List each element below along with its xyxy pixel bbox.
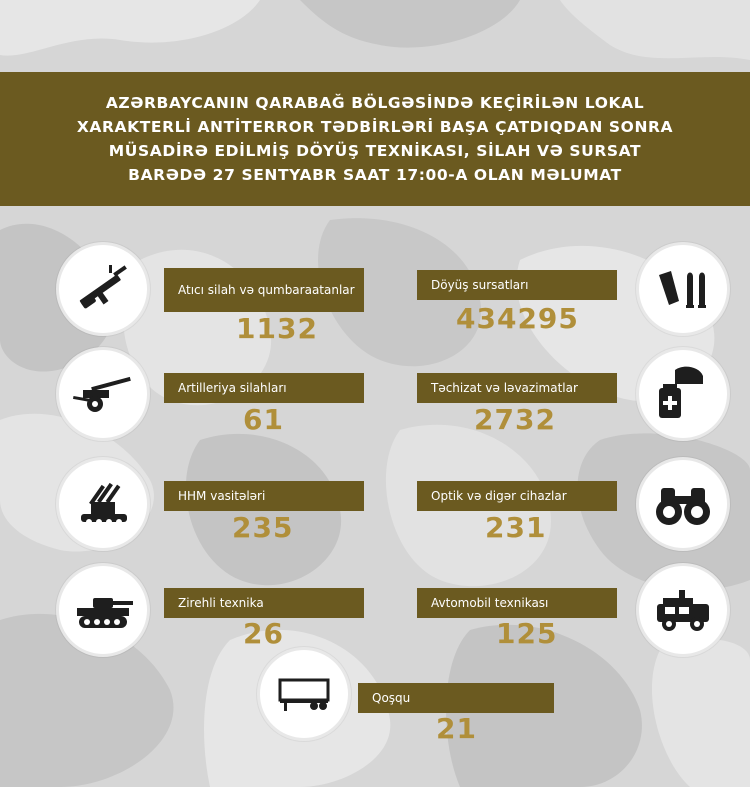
military-vehicle-icon [649, 576, 717, 644]
header-line-1: AZƏRBAYCANIN QARABAĞ BÖLGƏSİNDƏ KEÇİRİLƏN LOKAL [105, 94, 645, 112]
item-label-small-arms: Atıcı silah və qumbaraatanlar [164, 268, 364, 312]
trailer-icon-circle [257, 647, 351, 741]
ammunition-icon [649, 255, 717, 323]
header-banner [0, 72, 750, 206]
header-line-4: BARƏDƏ 27 SENTYABR SAAT 17:00-A OLAN MƏLUMAT [128, 166, 622, 184]
item-label-equipment: Təchizat və ləvazimatlar [417, 373, 617, 403]
item-value-optics: 231 [485, 511, 547, 544]
item-label-air-defense: HHM vasitələri [164, 481, 364, 511]
item-label-artillery: Artilleriya silahları [164, 373, 364, 403]
artillery-icon-circle [56, 347, 150, 441]
item-value-small-arms: 1132 [236, 312, 318, 345]
item-value-air-defense: 235 [232, 511, 294, 544]
trailer-icon [270, 660, 338, 728]
item-label-armored: Zirehli texnika [164, 588, 364, 618]
rifle-icon [69, 255, 137, 323]
item-value-armored: 26 [243, 617, 284, 650]
anti-aircraft-icon-circle [56, 457, 150, 551]
item-value-trailer: 21 [436, 712, 477, 745]
equipment-icon [649, 360, 717, 428]
item-value-artillery: 61 [243, 403, 284, 436]
tank-icon [69, 576, 137, 644]
item-label-ammunition: Döyüş sursatları [417, 270, 617, 300]
item-value-equipment: 2732 [474, 403, 556, 436]
item-label-trailer: Qoşqu [358, 683, 554, 713]
binoculars-icon-circle [636, 457, 730, 551]
anti-aircraft-icon [69, 470, 137, 538]
vehicle-icon-circle [636, 563, 730, 657]
item-value-ammunition: 434295 [456, 302, 579, 335]
artillery-icon [69, 360, 137, 428]
header-line-3: MÜSADİRƏ EDİLMİŞ DÖYÜŞ TEXNİKASI, SİLAH VƏ SURSAT [108, 142, 642, 160]
equipment-icon-circle [636, 347, 730, 441]
ammunition-icon-circle [636, 242, 730, 336]
header-line-2: XARAKTERLİ ANTİTERROR TƏDBİRLƏRİ BAŞA ÇATDIQDAN SONRA [76, 118, 674, 136]
tank-icon-circle [56, 563, 150, 657]
binoculars-icon [649, 470, 717, 538]
rifle-icon-circle [56, 242, 150, 336]
item-label-optics: Optik və digər cihazlar [417, 481, 617, 511]
item-label-vehicles: Avtomobil texnikası [417, 588, 617, 618]
item-value-vehicles: 125 [496, 617, 558, 650]
